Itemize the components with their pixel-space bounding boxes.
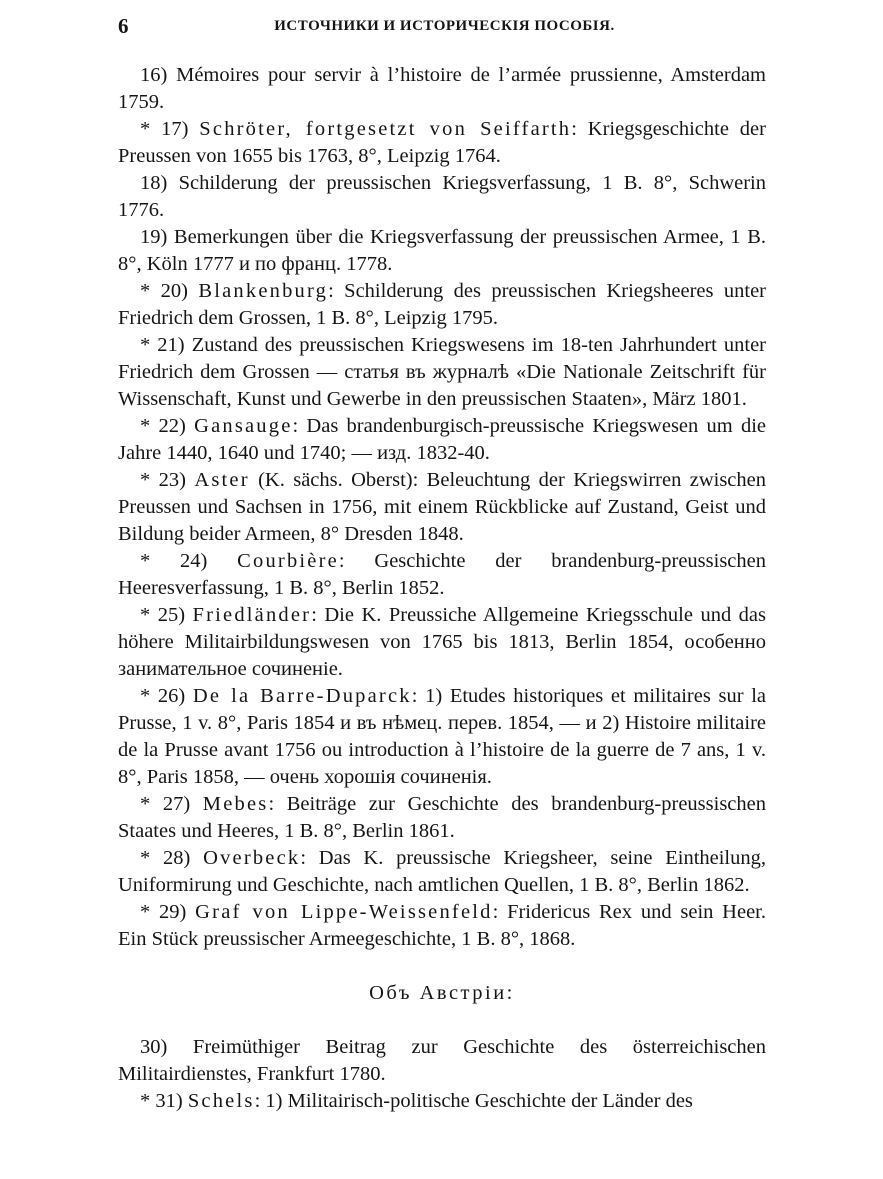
entry-number: * 25) (140, 604, 193, 626)
entry-author: Gansauge (194, 415, 293, 437)
bibliography-entry (118, 548, 766, 602)
entry-author: Mebes (202, 793, 269, 815)
bibliography-entry (118, 1034, 766, 1088)
bibliography-entry (118, 845, 766, 899)
bibliography-list-prussia (118, 62, 766, 953)
entry-text: : 1) Etudes historiques et militaires sur la Prusse, 1 v. 8°, Paris 1854 и въ нѣмец. перев. 1854, — и 2) Histoire militaire de la Prusse avant 1756 ou introduction à l’histoire de la guerre de 7 ans, 1 v. 8°, Paris 1858, — очень хорошія сочиненія. (118, 685, 766, 788)
bibliography-entry (118, 278, 766, 332)
entry-number: 19) (140, 226, 174, 248)
entry-author: Schröter, fortgesetzt von Seiffarth (199, 118, 572, 140)
entry-number: * 29) (140, 901, 196, 923)
entry-text: : Die K. Preussiche Allgemeine Kriegsschule und das höhere Militairbildungswesen von 1765 bis 1813, Berlin 1854, особенно занимательное сочиненіе. (118, 604, 766, 680)
entry-number: * 24) (140, 550, 238, 572)
entry-number: 30) (140, 1036, 193, 1058)
entry-number: * 22) (140, 415, 195, 437)
entry-text: : Geschichte der brandenburg-preussischen Heeresverfassung, 1 B. 8°, Berlin 1852. (118, 550, 767, 599)
entry-number: 16) (140, 64, 177, 86)
bibliography-entry (118, 116, 766, 170)
bibliography-entry (118, 602, 766, 683)
entry-number: * 17) (140, 118, 200, 140)
bibliography-entry (118, 899, 766, 953)
bibliography-entry (118, 224, 766, 278)
running-head: ИСТОЧНИКИ И ИСТОРИЧЕСКІЯ ПОСОБІЯ. (274, 18, 615, 34)
bibliography-entry (118, 791, 766, 845)
entry-number: * 26) (140, 685, 193, 707)
entry-text: : Das brandenburgisch-preussische Kriegswesen um die Jahre 1440, 1640 und 1740; — изд. 1832-40. (118, 415, 766, 464)
entry-author: Courbière (237, 550, 339, 572)
bibliography-entry (118, 62, 766, 116)
entry-author: Aster (194, 469, 250, 491)
page-body (118, 62, 766, 1115)
bibliography-list-austria (118, 1034, 766, 1115)
entry-text: (K. sächs. Oberst): Beleuchtung der Kriegswirren zwischen Preussen und Sachsen in 1756, mit einem Rückblicke auf Zustand, Geist und Bildung beider Armeen, 8° Dresden 1848. (118, 469, 766, 545)
entry-number: * 21) (140, 334, 192, 356)
entry-author: Schels (187, 1090, 255, 1112)
entry-text: Bemerkungen über die Kriegsverfassung der preussischen Armee, 1 B. 8°, Köln 1777 и по франц. 1778. (118, 226, 767, 275)
entry-text: : Beiträge zur Geschichte des brandenburg-preussischen Staates und Heeres, 1 B. 8°, Berlin 1861. (118, 793, 767, 842)
section-heading: Объ Австріи: (369, 982, 515, 1004)
entry-text: : Schilderung des preussischen Kriegsheeres unter Friedrich dem Grossen, 1 B. 8°, Leipzig 1795. (118, 280, 767, 329)
entry-author: De la Barre-Duparck (192, 685, 412, 707)
entry-text: : Fridericus Rex und sein Heer. Ein Stück preussischer Armeegeschichte, 1 B. 8°, 1868. (118, 901, 767, 950)
bibliography-entry (118, 332, 766, 413)
entry-text: Schilderung der preussischen Kriegsverfassung, 1 B. 8°, Schwerin 1776. (118, 172, 766, 221)
bibliography-entry (118, 170, 766, 224)
entry-number: * 31) (140, 1090, 188, 1112)
entry-number: * 28) (140, 847, 204, 869)
entry-number: * 27) (140, 793, 203, 815)
entry-author: Friedländer (192, 604, 312, 626)
entry-text: Mémoires pour servir à l’histoire de l’armée prussienne, Amsterdam 1759. (118, 64, 766, 113)
bibliography-entry (118, 683, 766, 791)
entry-number: * 20) (140, 280, 199, 302)
page-header (118, 12, 771, 42)
bibliography-entry (118, 1088, 766, 1115)
entry-text: Freimüthiger Beitrag zur Geschichte des österreichischen Militairdienstes, Frankfurt 1780. (118, 1036, 766, 1085)
entry-number: 18) (140, 172, 179, 194)
bibliography-entry (118, 413, 766, 467)
entry-author: Overbeck (203, 847, 301, 869)
page-number: 6 (118, 14, 129, 38)
entry-text: Zustand des preussischen Kriegswesens im 18-ten Jahrhundert unter Friedrich dem Grossen — статья въ журналѣ «Die Nationale Zeitschrift für Wissenschaft, Kunst und Gewerbe in den preussischen Staaten», März 1801. (118, 334, 766, 410)
entry-number: * 23) (140, 469, 195, 491)
entry-text: : 1) Militairisch-politische Geschichte der Länder des (254, 1090, 693, 1112)
entry-text: : Kriegsgeschichte der Preussen von 1655 bis 1763, 8°, Leipzig 1764. (118, 118, 766, 167)
entry-text: : Das K. preussische Kriegsheer, seine Eintheilung, Uniformirung und Geschichte, nach amtlichen Quellen, 1 B. 8°, Berlin 1862. (118, 847, 766, 896)
entry-author: Graf von Lippe-Weissenfeld (195, 901, 493, 923)
bibliography-entry (118, 467, 766, 548)
entry-author: Blankenburg (198, 280, 329, 302)
